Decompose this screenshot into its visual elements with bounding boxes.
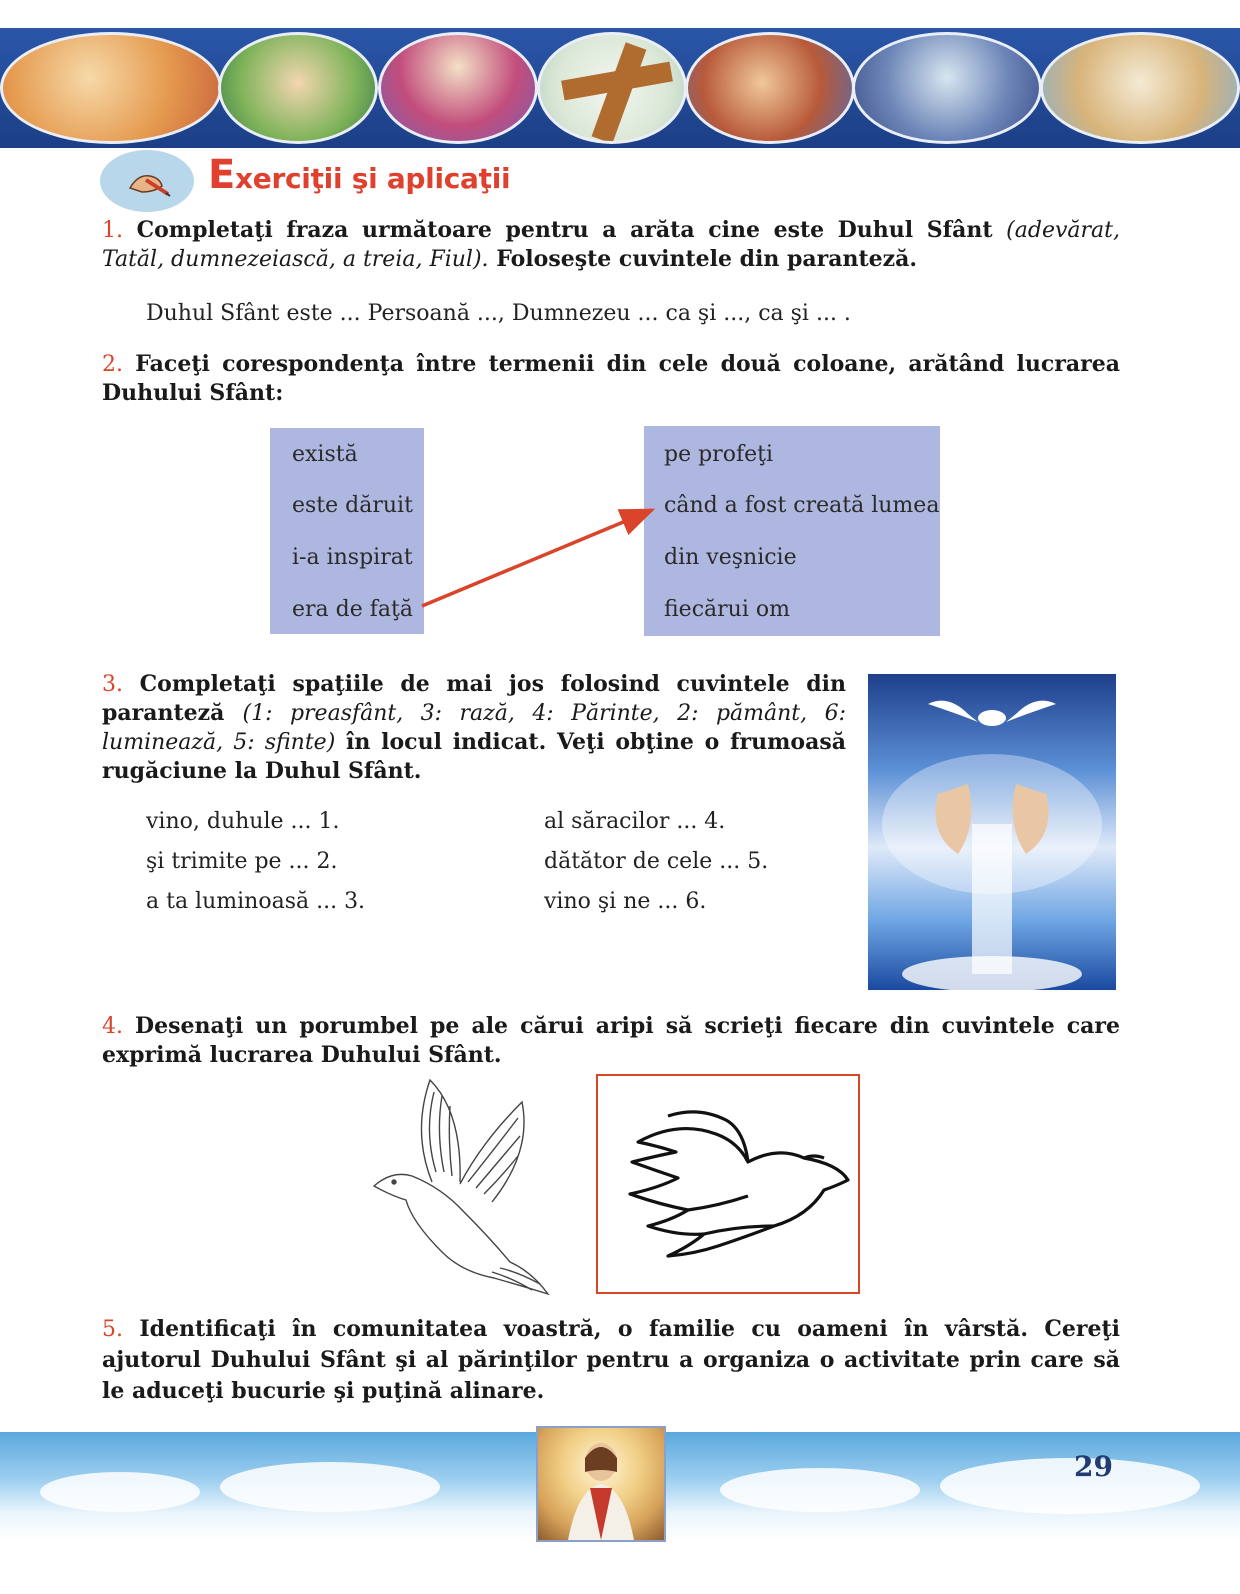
right-term: fiecărui om xyxy=(664,597,790,622)
dove-flame-icon xyxy=(598,1076,858,1292)
prayer-line: dătător de cele ... 5. xyxy=(544,849,769,874)
exercise-3-number: 3. xyxy=(102,672,123,697)
right-term: din veşnicie xyxy=(664,545,797,570)
left-term: există xyxy=(292,442,358,467)
prayer-line: şi trimite pe ... 2. xyxy=(146,849,338,874)
exercise-5-instruction: 5. Identificaţi în comunitatea voastră, o familie cu oameni în vârstă. Cereţi ajutorul Duhului Sfânt şi al părinţilor pentru a organiza o activitate prin care să le aduceţi bucurie şi puţină alinare. xyxy=(102,1316,1120,1404)
left-term: i-a inspirat xyxy=(292,545,413,570)
exercise-4-instruction: 4. Desenaţi un porumbel pe ale cărui aripi să scrieţi fiecare din cuvintele care exprimă lucrarea Duhului Sfânt. xyxy=(102,1013,1120,1068)
prayer-line: a ta luminoasă ... 3. xyxy=(146,889,366,914)
left-term: era de faţă xyxy=(292,597,413,622)
left-term: este dăruit xyxy=(292,493,413,518)
right-term: pe profeţi xyxy=(664,442,773,467)
exercise-3-hint: (1: preasfânt, 3: rază, 4: Părinte, 2: pământ, 6: luminează, 5: sfinte) xyxy=(102,701,846,755)
exercise-4-number: 4. xyxy=(102,1014,123,1039)
title-initial: E xyxy=(208,152,236,198)
right-term: când a fost creată lumea xyxy=(664,493,940,518)
exercise-1-sentence: Duhul Sfânt este ... Persoană ..., Dumnezeu ... ca şi ..., ca şi ... . xyxy=(146,301,851,326)
jesus-footer-image xyxy=(536,1426,666,1542)
dove-outline-icon xyxy=(372,1072,556,1302)
exercise-2-number: 2. xyxy=(102,352,123,377)
prayer-line: vino şi ne ... 6. xyxy=(544,889,707,914)
exercise-5-number: 5. xyxy=(102,1317,123,1342)
title-rest: xerciţii şi aplicaţii xyxy=(235,162,511,195)
exercise-2-instruction: 2. Faceţi corespondenţa între termenii din cele două coloane, arătând lucrarea Duhului Sfânt: xyxy=(102,351,1120,406)
page-number: 29 xyxy=(1074,1450,1113,1483)
dove-icon xyxy=(928,701,978,722)
exercise-3-instruction: 3. Completaţi spaţiile de mai jos folosind cuvintele din paranteză (1: preasfânt, 3: rază, 4: Părinte, 2: pământ, 6: luminează, 5: sfinte) în locul indicat. Veţi obţine o frumoasă rugăciune la Duhul Sfânt. xyxy=(102,671,846,784)
holy-spirit-image xyxy=(868,674,1116,990)
exercise-1-hint: (adevărat, Tatăl, dumnezeiască, a treia, Fiul). xyxy=(102,218,1120,272)
prayer-line: vino, duhule ... 1. xyxy=(146,809,340,834)
exercise-1-number: 1. xyxy=(102,218,123,243)
dove-drawing-frame xyxy=(596,1074,860,1294)
prayer-line: al săracilor ... 4. xyxy=(544,809,726,834)
exercise-1-instruction: 1. Completaţi fraza următoare pentru a arăta cine este Duhul Sfânt (adevărat, Tatăl, dumnezeiască, a treia, Fiul). Foloseşte cuvintele din paranteză. xyxy=(102,217,1120,272)
